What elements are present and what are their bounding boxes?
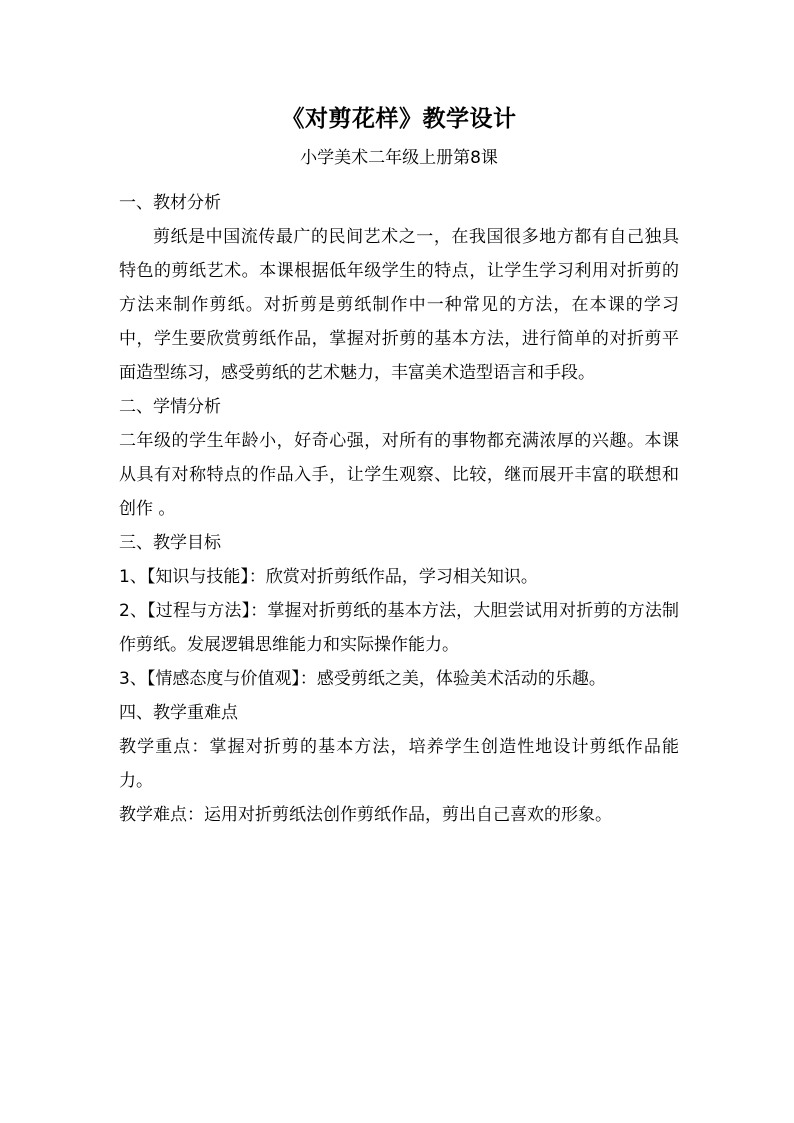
objective-item: 2、【过程与方法】：掌握对折剪纸的基本方法，大胆尝试用对折剪的方法制作剪纸。发展逻辑思维能力和实际操作能力。 <box>119 601 679 655</box>
paragraph: 二年级的学生年龄小，好奇心强，对所有的事物都充满浓厚的兴趣。本课从具有对称特点的作品入手，让学生观察、比较，继而展开丰富的联想和创作 。 <box>119 431 679 519</box>
section-heading: 一、教材分析 <box>119 193 221 213</box>
document-subtitle: 小学美术二年级上册第8课 <box>300 148 498 168</box>
difficult-point: 教学难点：运用对折剪纸法创作剪纸作品，剪出自己喜欢的形象。 <box>119 805 612 825</box>
document-page <box>119 0 679 1123</box>
section-heading: 三、教学目标 <box>119 533 221 553</box>
objective-item: 1、【知识与技能】：欣赏对折剪纸作品，学习相关知识。 <box>119 567 538 587</box>
paragraph: 剪纸是中国流传最广的民间艺术之一，在我国很多地方都有自己独具特色的剪纸艺术。本课根据低年级学生的特点，让学生学习利用对折剪的方法来制作剪纸。对折剪是剪纸制作中一种常见的方法，在本课的学习中，学生要欣赏剪纸作品，掌握对折剪的基本方法，进行简单的对折剪平面造型练习，感受剪纸的艺术魅力，丰富美术造型语言和手段。 <box>119 227 679 383</box>
section-heading: 四、教学重难点 <box>119 703 238 723</box>
key-point: 教学重点：掌握对折剪的基本方法，培养学生创造性地设计剪纸作品能力。 <box>119 737 679 791</box>
document-body <box>119 186 679 832</box>
document-title: 《对剪花样》教学设计 <box>281 106 517 132</box>
objective-item: 3、【情感态度与价值观】：感受剪纸之美，体验美术活动的乐趣。 <box>119 669 606 689</box>
section-heading: 二、学情分析 <box>119 397 221 417</box>
